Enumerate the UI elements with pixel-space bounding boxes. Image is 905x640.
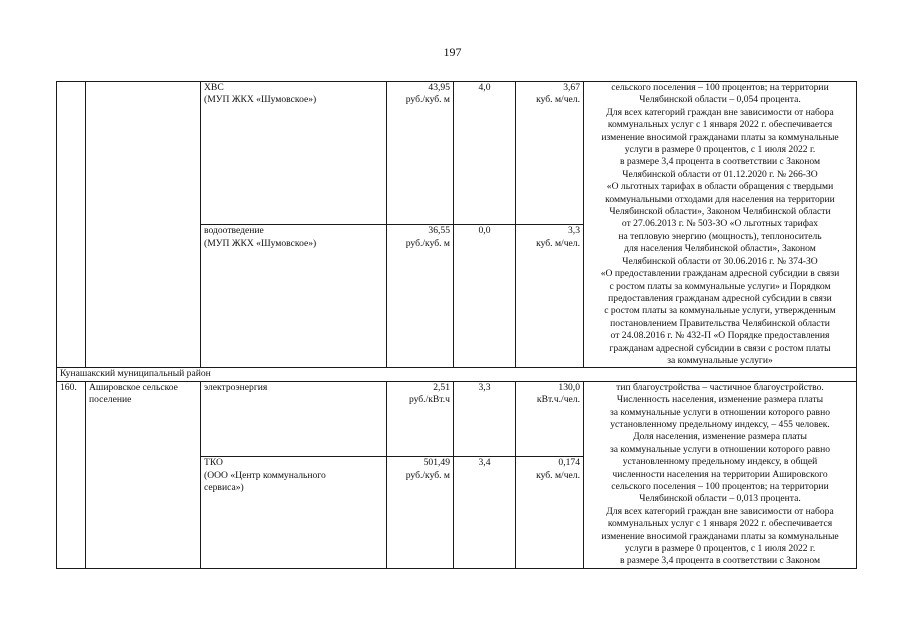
- tariff-table: [56, 81, 857, 569]
- volume-cell: 3,67 куб. м/чел.: [516, 82, 584, 225]
- service-name-cell: ТКО (ООО «Центр коммунального сервиса»): [201, 457, 387, 569]
- table-row: [57, 82, 857, 225]
- municipality-cell: [86, 82, 201, 368]
- table-row: [57, 381, 857, 456]
- service-name-cell: водоотведение (МУП ЖКХ «Шумовское»): [201, 225, 387, 368]
- index-cell: 3,3: [454, 381, 516, 456]
- tariff-cell: 501,49 руб./куб. м: [387, 457, 454, 569]
- index-cell: 0,0: [454, 225, 516, 368]
- index-cell: 4,0: [454, 82, 516, 225]
- tariff-cell: 36,55 руб./куб. м: [387, 225, 454, 368]
- section-title: Кунашакский муниципальный район: [57, 368, 857, 381]
- row-number-cell: [57, 82, 86, 368]
- volume-cell: 130,0 кВт.ч./чел.: [516, 381, 584, 456]
- service-name-cell: ХВС (МУП ЖКХ «Шумовское»): [201, 82, 387, 225]
- tariff-cell: 43,95 руб./куб. м: [387, 82, 454, 225]
- index-cell: 3,4: [454, 457, 516, 569]
- row-number-cell: 160.: [57, 381, 86, 568]
- note-cell: тип благоустройства – частичное благоустройство. Численность населения, изменение размера платы за коммунальные услуги в отношении которого равно установленному предельному индексу, – 455 человек. Доля населения, изменение размера платы за коммунальные услуги в отношении которого равно установленному предельному индексу, в общей численности населения на территории Ашировского сельского поселения – 100 процентов; на территории Челябинской области – 0,013 процента. Для всех категорий граждан вне зависимости от набора коммунальных услуг с 1 января 2022 г. обеспечивается изменение вносимой гражданами платы за коммунальные услуги в размере 0 процентов, с 1 июля 2022 г. в размере 3,4 процента в соответствии с Законом: [584, 381, 857, 568]
- service-name-cell: электроэнергия: [201, 381, 387, 456]
- section-row: [57, 368, 857, 381]
- volume-cell: 3,3 куб. м/чел.: [516, 225, 584, 368]
- tariff-cell: 2,51 руб./кВт.ч: [387, 381, 454, 456]
- page-number: 197: [443, 45, 462, 59]
- municipality-cell: Ашировское сельское поселение: [86, 381, 201, 568]
- volume-cell: 0,174 куб. м/чел.: [516, 457, 584, 569]
- note-cell: сельского поселения – 100 процентов; на территории Челябинской области – 0,054 процента. Для всех категорий граждан вне зависимости от набора коммунальных услуг с 1 января 2022 г. обеспечивается изменение вносимой гражданами платы за коммунальные услуги в размере 0 процентов, с 1 июля 2022 г. в размере 3,4 процента в соответствии с Законом Челябинской области от 01.12.2020 г. № 266-ЗО «О льготных тарифах в области обращения с твердыми коммунальными отходами для населения на территории Челябинской области», Законом Челябинской области от 27.06.2013 г. № 503-ЗО «О льготных тарифах на тепловую энергию (мощность), теплоноситель для населения Челябинской области», Законом Челябинской области от 30.06.2016 г. № 374-ЗО «О предоставлении гражданам адресной субсидии в связи с ростом платы за коммунальные услуги» и Порядком предоставления гражданам адресной субсидии в связи с ростом платы за коммунальные услуги, утвержденным постановлением Правительства Челябинской области от 24.08.2016 г. № 432-П «О Порядке предоставления гражданам адресной субсидии в связи с ростом платы за коммунальные услуги»: [584, 82, 857, 368]
